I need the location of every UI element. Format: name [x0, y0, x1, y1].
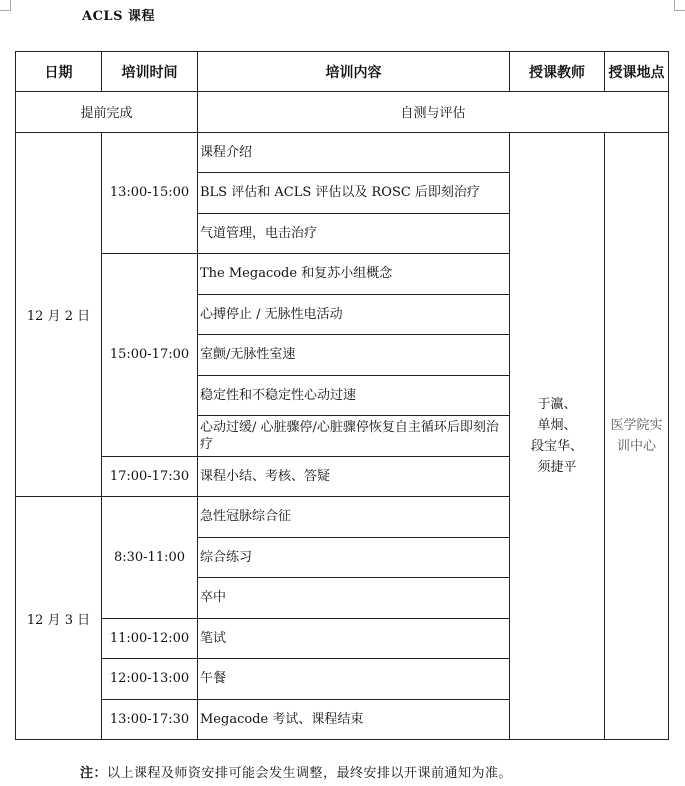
footnote-label: 注： [80, 766, 108, 781]
header-time: 培训时间 [102, 52, 198, 92]
session-item: 气道管理，电击治疗 [198, 213, 510, 254]
session-item: 午餐 [198, 659, 510, 700]
footnote-text: 以上课程及师资安排可能会发生调整，最终安排以开课前通知为准。 [107, 766, 513, 781]
session-item: Megacode 考试、课程结束 [198, 699, 510, 740]
header-location: 授课地点 [605, 52, 669, 92]
session-item: 笔试 [198, 618, 510, 659]
header-teacher: 授课教师 [510, 52, 605, 92]
session-time: 15:00-17:00 [102, 254, 198, 457]
session-item: BLS 评估和 ACLS 评估以及 ROSC 后即刻治疗 [198, 173, 510, 214]
session-item: 稳定性和不稳定性心动过速 [198, 375, 510, 416]
session-item: 心动过缓/ 心脏骤停/心脏骤停恢复自主循环后即刻治疗 [198, 416, 510, 457]
session-time: 11:00-12:00 [102, 618, 198, 659]
header-row [16, 52, 669, 92]
session-time: 13:00-15:00 [102, 132, 198, 254]
crop-mark-top-right [674, 0, 685, 11]
document-title: ACLS 课程 [82, 9, 155, 24]
session-item: 急性冠脉综合征 [198, 497, 510, 538]
header-content: 培训内容 [198, 52, 510, 92]
session-item: 课程介绍 [198, 132, 510, 173]
session-item: The Megacode 和复苏小组概念 [198, 254, 510, 295]
teacher-name: 须捷平 [537, 459, 577, 475]
session-item: 课程小结、考核、答疑 [198, 456, 510, 497]
pre-course-row [16, 92, 669, 133]
schedule-table [15, 51, 669, 740]
footnote [80, 762, 512, 781]
teacher-cell [510, 132, 605, 740]
header-date: 日期 [16, 52, 102, 92]
teacher-name: 单炯、 [537, 417, 577, 433]
teacher-name: 段宝华、 [530, 438, 583, 454]
session-item: 室颤/无脉性室速 [198, 335, 510, 376]
teacher-name: 于瀛、 [537, 396, 577, 412]
location-cell: 医学院实训中心 [605, 132, 669, 740]
crop-mark-top-left [0, 0, 11, 11]
pre-course-content: 自测与评估 [198, 92, 669, 133]
session-time: 12:00-13:00 [102, 659, 198, 700]
table-row [16, 132, 669, 173]
pre-course-label: 提前完成 [16, 92, 198, 133]
session-item: 心搏停止 / 无脉性电活动 [198, 294, 510, 335]
session-time: 13:00-17:30 [102, 699, 198, 740]
session-time: 8:30-11:00 [102, 497, 198, 619]
session-time: 17:00-17:30 [102, 456, 198, 497]
day-date: 12 月 3 日 [16, 497, 102, 740]
day-date: 12 月 2 日 [16, 132, 102, 497]
session-item: 综合练习 [198, 537, 510, 578]
session-item: 卒中 [198, 578, 510, 619]
